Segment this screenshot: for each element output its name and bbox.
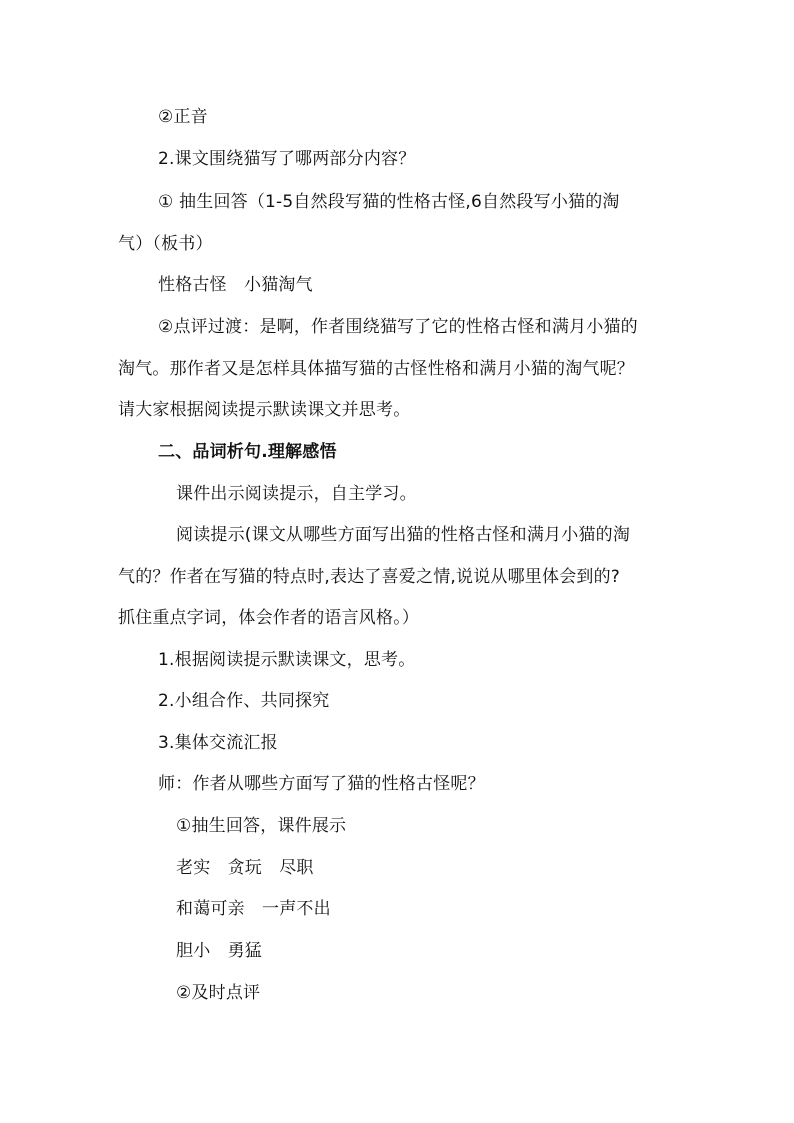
- text-line-transition: ②点评过渡：是啊，作者围绕猫写了它的性格古怪和满月小猫的: [158, 317, 638, 337]
- text-line-step-1: 1.根据阅读提示默读课文，思考。: [158, 650, 416, 670]
- text-line-traits-2: 和蔼可亲 一声不出: [176, 899, 331, 919]
- text-line-traits-3: 胆小 勇猛: [176, 941, 262, 961]
- text-line-courseware: 课件出示阅读提示，自主学习。: [176, 484, 417, 504]
- text-line-answer-1: ① 抽生回答（1-5自然段写猫的性格古怪,6自然段写小猫的淘: [158, 192, 620, 212]
- text-line-teacher-question: 师：作者从哪些方面写了猫的性格古怪呢？: [158, 774, 485, 794]
- text-line-transition-cont-1: 淘气。那作者又是怎样具体描写猫的古怪性格和满月小猫的淘气呢？: [118, 359, 634, 379]
- text-line-step-3: 3.集体交流汇报: [158, 733, 278, 753]
- text-line-transition-cont-2: 请大家根据阅读提示默读课文并思考。: [118, 400, 411, 420]
- text-line-student-answer: ①抽生回答，课件展示: [176, 816, 347, 836]
- text-line-reading-tips-cont-2: 抓住重点字词，体会作者的语言风格。）: [118, 608, 420, 628]
- text-line-reading-tips: 阅读提示(课文从哪些方面写出猫的性格古怪和满月小猫的淘: [176, 525, 631, 545]
- section-heading: 二、品词析句.理解感悟: [158, 442, 337, 462]
- text-line-question-2: 2.课文围绕猫写了哪两部分内容？: [158, 149, 416, 169]
- text-line-timely-comment: ②及时点评: [176, 983, 261, 1003]
- text-line-reading-tips-cont-1: 气的？作者在写猫的特点时,表达了喜爱之情,说说从哪里体会到的?: [118, 567, 621, 587]
- text-line-traits-1: 老实 贪玩 尽职: [176, 858, 314, 878]
- text-line-answer-1-cont: 气）（板书）: [118, 234, 213, 254]
- text-line-zhengyin: ②正音: [158, 107, 208, 127]
- text-line-blackboard: 性格古怪 小猫淘气: [158, 275, 313, 295]
- text-line-step-2: 2.小组合作、共同探究: [158, 691, 330, 711]
